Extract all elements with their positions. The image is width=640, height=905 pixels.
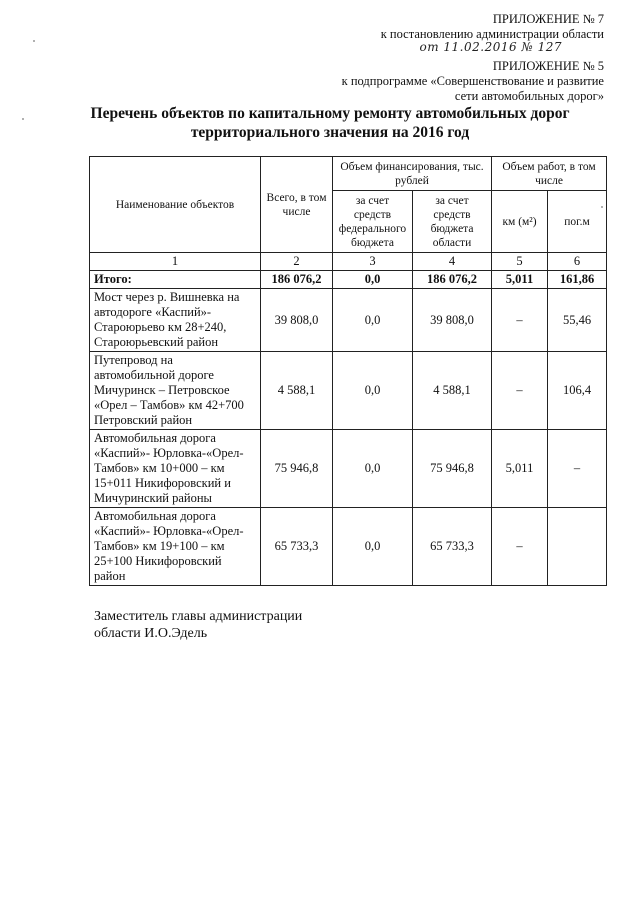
total-km: 5,011 xyxy=(492,271,548,289)
table-row xyxy=(90,508,607,586)
object-name: Мост через р. Вишневка на автодороге «Каспий»- Староюрьево км 28+240, Староюрьевский район xyxy=(90,289,261,352)
header-federal: за счет средств федерального бюджета xyxy=(333,191,413,253)
table-row xyxy=(90,289,607,352)
object-pm xyxy=(548,508,607,586)
col-number: 2 xyxy=(261,253,333,271)
col-number: 4 xyxy=(413,253,492,271)
scan-speck xyxy=(601,206,603,208)
handwritten-date: от 11.02.2016 № 127 xyxy=(419,40,562,54)
table-row xyxy=(90,352,607,430)
object-total: 65 733,3 xyxy=(261,508,333,586)
objects-table xyxy=(89,156,607,586)
object-km: – xyxy=(492,508,548,586)
object-federal: 0,0 xyxy=(333,430,413,508)
object-name: Автомобильная дорога «Каспий»- Юрловка-«Орел-Тамбов» км 19+100 – км 25+100 Никифоровский район xyxy=(90,508,261,586)
object-pm: 55,46 xyxy=(548,289,607,352)
signature-name: области И.О.Эдель xyxy=(94,626,208,641)
appendix7-heading: ПРИЛОЖЕНИЕ № 7 xyxy=(492,12,604,26)
object-total: 4 588,1 xyxy=(261,352,333,430)
header-regional: за счет средств бюджета области xyxy=(413,191,492,253)
signature-position: Заместитель главы администрации xyxy=(94,609,303,624)
appendix5-reference-cont: сети автомобильных дорог» xyxy=(454,89,604,103)
title-line-2: территориального значения на 2016 год xyxy=(190,124,470,141)
total-pm: 161,86 xyxy=(548,271,607,289)
object-federal: 0,0 xyxy=(333,352,413,430)
object-regional: 39 808,0 xyxy=(413,289,492,352)
object-pm: – xyxy=(548,430,607,508)
object-total: 39 808,0 xyxy=(261,289,333,352)
scan-speck xyxy=(22,118,24,120)
header-name: Наименование объектов xyxy=(90,157,261,253)
object-pm: 106,4 xyxy=(548,352,607,430)
object-name: Автомобильная дорога «Каспий»- Юрловка-«Орел-Тамбов» км 10+000 – км 15+011 Никифоровский и Мичуринский районы xyxy=(90,430,261,508)
table-row xyxy=(90,430,607,508)
header-total: Всего, в том числе xyxy=(261,157,333,253)
object-federal: 0,0 xyxy=(333,289,413,352)
appendix7-reference: к постановлению администрации области xyxy=(380,27,604,41)
total-row xyxy=(90,271,607,289)
signature-block xyxy=(94,608,302,642)
title-line-1: Перечень объектов по капитальному ремонту автомобильных дорог xyxy=(90,105,570,122)
total-federal: 0,0 xyxy=(333,271,413,289)
total-sum: 186 076,2 xyxy=(261,271,333,289)
object-km: 5,011 xyxy=(492,430,548,508)
object-km: – xyxy=(492,289,548,352)
total-label: Итого: xyxy=(90,271,261,289)
appendix5-reference: к подпрограмме «Совершенствование и развитие xyxy=(341,74,604,88)
object-regional: 65 733,3 xyxy=(413,508,492,586)
col-number: 3 xyxy=(333,253,413,271)
header-work-volume: Объем работ, в том числе xyxy=(492,157,607,191)
col-number: 1 xyxy=(90,253,261,271)
header-km: км (м²) xyxy=(492,191,548,253)
object-name: Путепровод на автомобильной дороге Мичуринск – Петровское «Орел – Тамбов» км 42+700 Петровский район xyxy=(90,352,261,430)
object-regional: 4 588,1 xyxy=(413,352,492,430)
col-number: 6 xyxy=(548,253,607,271)
document-title xyxy=(60,104,600,142)
col-number: 5 xyxy=(492,253,548,271)
scan-speck xyxy=(33,40,35,42)
object-federal: 0,0 xyxy=(333,508,413,586)
appendix5-heading: ПРИЛОЖЕНИЕ № 5 xyxy=(492,59,604,73)
header-financing: Объем финансирования, тыс. рублей xyxy=(333,157,492,191)
header-pm: пог.м xyxy=(548,191,607,253)
object-total: 75 946,8 xyxy=(261,430,333,508)
object-regional: 75 946,8 xyxy=(413,430,492,508)
total-regional: 186 076,2 xyxy=(413,271,492,289)
object-km: – xyxy=(492,352,548,430)
